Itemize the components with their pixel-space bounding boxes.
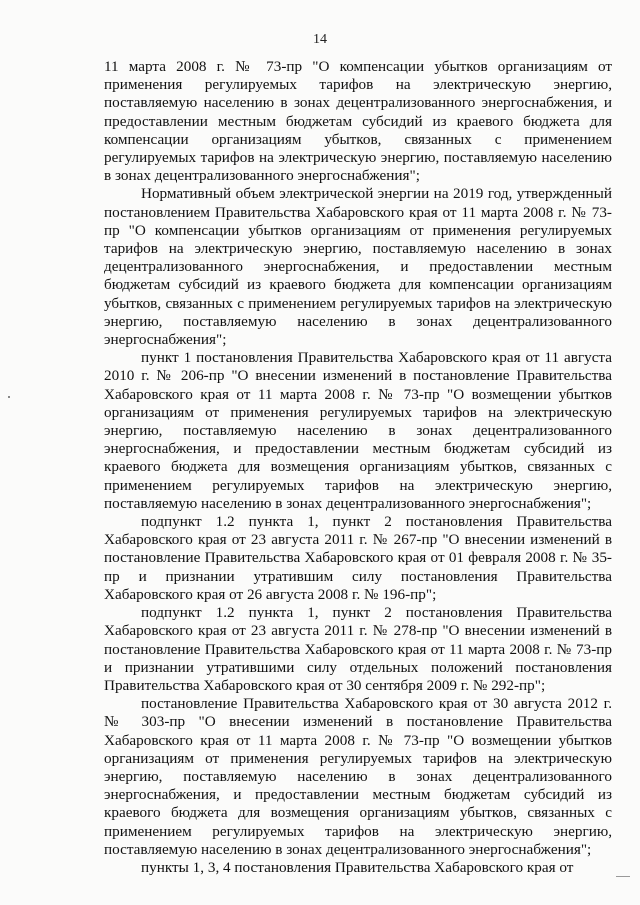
document-body <box>104 58 612 877</box>
scan-edge-mark <box>616 876 630 877</box>
paragraph-4: подпункт 1.2 пункта 1, пункт 2 постановления Правительства Хабаровского края от 23 августа 2011 г. № 267-пр "О внесении изменений в постановление Правительства Хабаровского края от 01 февраля 2008 г. № 35-пр и признании утратившим силу постановления Правительства Хабаровского края от 26 августа 2008 г. № 196-пр"; <box>104 513 612 603</box>
scan-speck <box>8 396 10 398</box>
page-number: 14 <box>313 32 327 47</box>
paragraph-5: подпункт 1.2 пункта 1, пункт 2 постановления Правительства Хабаровского края от 23 августа 2011 г. № 278-пр "О внесении изменений в постановление Правительства Хабаровского края от 11 марта 2008 г. № 73-пр и признании утратившими силу отдельных положений постановления Правительства Хабаровского края от 30 сентября 2009 г. № 292-пр"; <box>104 604 612 694</box>
paragraph-3: пункт 1 постановления Правительства Хабаровского края от 11 августа 2010 г. № 206-пр "О внесении изменений в постановление Правительства Хабаровского края от 11 марта 2008 г. № 73-пр "О возмещении убытков организациям от применения регулируемых тарифов на электрическую энергию, поставляемую населению в зонах децентрализованного энергоснабжения, и предоставлении местным бюджетам субсидий из краевого бюджета для возмещения организациям убытков, связанных с применением регулируемых тарифов на электрическую энергию, поставляемую населению в зонах децентрализованного энергоснабжения"; <box>104 349 612 512</box>
paragraph-2: Нормативный объем электрической энергии на 2019 год, утвержденный постановлением Правительства Хабаровского края от 11 марта 2008 г. № 73-пр "О компенсации убытков организациям от применения регулируемых тарифов на электрическую энергию, поставляемую населению в зонах децентрализованного энергоснабжения, и предоставлении местным бюджетам субсидий из краевого бюджета для компенсации организациям убытков, связанных с применением регулируемых тарифов на электрическую энергию, поставляемую населению в зонах децентрализованного энергоснабжения"; <box>104 185 612 349</box>
paragraph-6: постановление Правительства Хабаровского края от 30 августа 2012 г. № 303-пр "О внесении изменений в постановление Правительства Хабаровского края от 11 марта 2008 г. № 73-пр "О возмещении убытков организациям от применения регулируемых тарифов на электрическую энергию, поставляемую населению в зонах децентрализованного энергоснабжения, и предоставлении местным бюджетам субсидий из краевого бюджета для возмещения организациям убытков, связанных с применением регулируемых тарифов на электрическую энергию, поставляемую населению в зонах децентрализованного энергоснабжения"; <box>104 695 612 858</box>
paragraph-1: 11 марта 2008 г. № 73-пр "О компенсации убытков организациям от применения регулируемых тарифов на электрическую энергию, поставляемую населению в зонах децентрализованного энергоснабжения, и предоставлении местным бюджетам субсидий из краевого бюджета для компенсации организациям убытков, связанных с применением регулируемых тарифов на электрическую энергию, поставляемую населению в зонах децентрализованного энергоснабжения"; <box>104 58 612 185</box>
paragraph-7: пункты 1, 3, 4 постановления Правительства Хабаровского края от <box>141 858 574 876</box>
